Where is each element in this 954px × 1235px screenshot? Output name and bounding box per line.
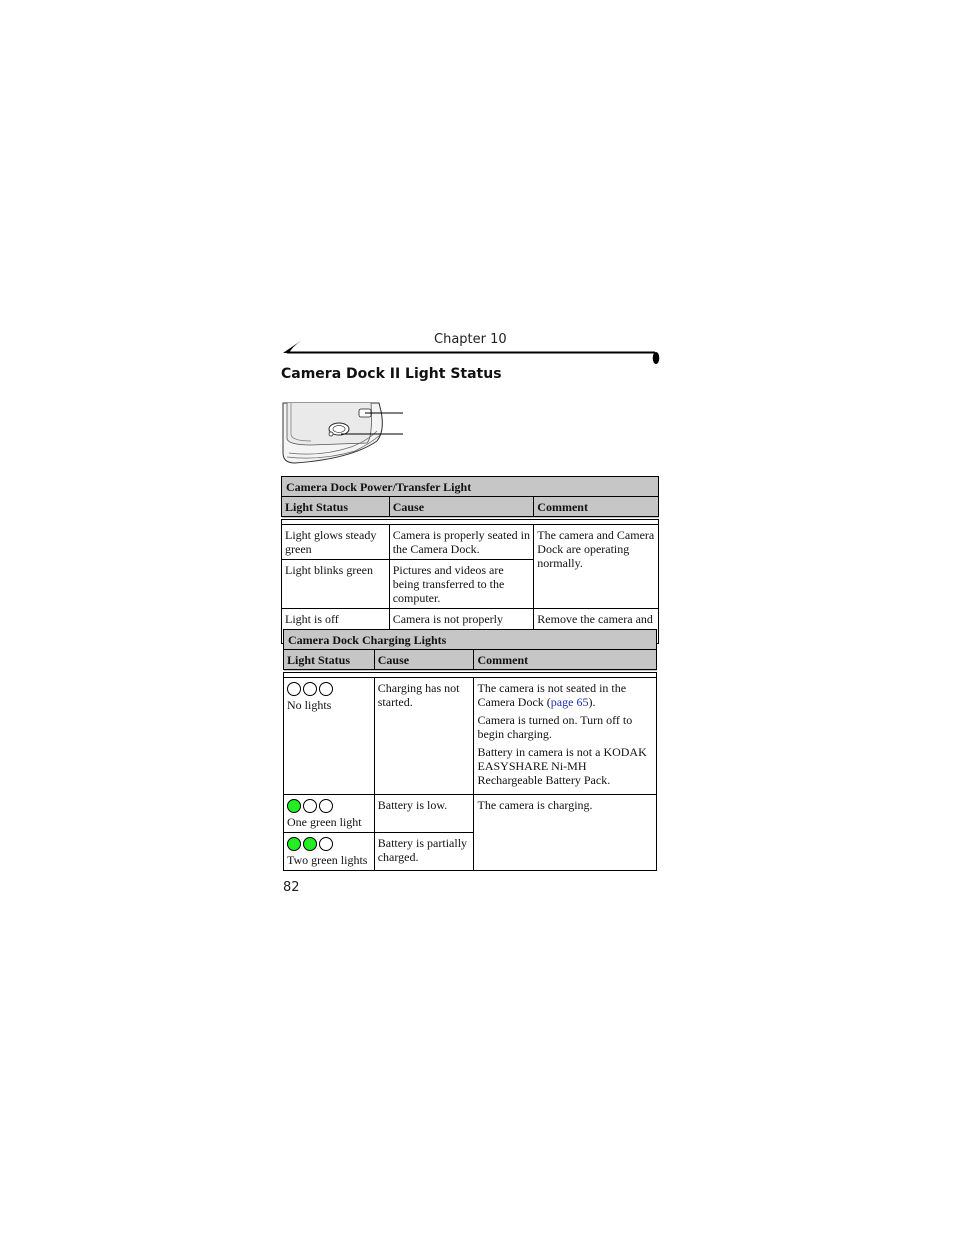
table-caption: Camera Dock Charging Lights (284, 630, 657, 650)
section-title: Camera Dock II Light Status (281, 366, 502, 382)
light-on-icon (303, 837, 317, 851)
light-on-icon (287, 799, 301, 813)
comment-paragraph (477, 681, 653, 709)
light-off-icon (319, 799, 333, 813)
light-on-icon (287, 837, 301, 851)
comment-text: Remove the camera and (537, 611, 653, 626)
cause-cell: Battery is partially charged. (374, 832, 474, 870)
chapter-label: Chapter 10 (434, 332, 507, 347)
light-off-icon (287, 682, 301, 696)
column-header-cause: Cause (374, 650, 474, 672)
light-off-icon (319, 837, 333, 851)
power-transfer-light-table (281, 476, 659, 644)
column-header-comment: Comment (474, 650, 657, 672)
cause-cell: Pictures and videos are being transferred to the computer. (389, 559, 534, 608)
charging-indicator-lights (287, 681, 371, 697)
light-status-label: Two green lights (287, 852, 368, 867)
comment-cell: The camera is charging. (474, 794, 657, 870)
light-status-cell: Light glows steady green (282, 524, 390, 559)
page-link[interactable]: page 65 (550, 694, 589, 709)
camera-dock-illustration (281, 401, 409, 465)
cause-cell: Camera is properly seated in the Camera Dock. (389, 524, 534, 559)
light-status-cell (284, 677, 375, 794)
table-row (282, 524, 659, 559)
light-status-label: No lights (287, 697, 332, 712)
table-row (284, 677, 657, 794)
comment-paragraph: Battery in camera is not a KODAK EASYSHARE Ni-MH Rechargeable Battery Pack. (477, 744, 647, 787)
page-number: 82 (283, 880, 300, 895)
light-status-cell: Light blinks green (282, 559, 390, 608)
table-caption: Camera Dock Power/Transfer Light (282, 477, 659, 497)
cause-cell: Battery is low. (374, 794, 474, 832)
light-status-cell (284, 832, 375, 870)
column-header-light-status: Light Status (282, 497, 390, 519)
column-header-cause: Cause (389, 497, 534, 519)
table-row (284, 794, 657, 832)
charging-indicator-lights (287, 798, 371, 814)
column-header-light-status: Light Status (284, 650, 375, 672)
comment-paragraph: Camera is turned on. Turn off to begin charging. (477, 712, 633, 741)
light-status-label: One green light (287, 814, 362, 829)
comment-cell (474, 677, 657, 794)
light-status-cell: Light is off (282, 608, 390, 643)
light-off-icon (303, 682, 317, 696)
light-status-cell (284, 794, 375, 832)
cause-cell: Charging has not started. (374, 677, 474, 794)
light-off-icon (319, 682, 333, 696)
charging-indicator-lights (287, 836, 371, 852)
comment-text: The camera is not seated in the Camera Dock ( (477, 680, 627, 709)
comment-suffix: ). (588, 694, 596, 709)
column-header-comment: Comment (534, 497, 659, 519)
comment-cell: The camera and Camera Dock are operating normally. (534, 524, 659, 608)
cause-cell: Camera is not properly (389, 608, 534, 643)
charging-lights-table (283, 629, 657, 871)
light-off-icon (303, 799, 317, 813)
